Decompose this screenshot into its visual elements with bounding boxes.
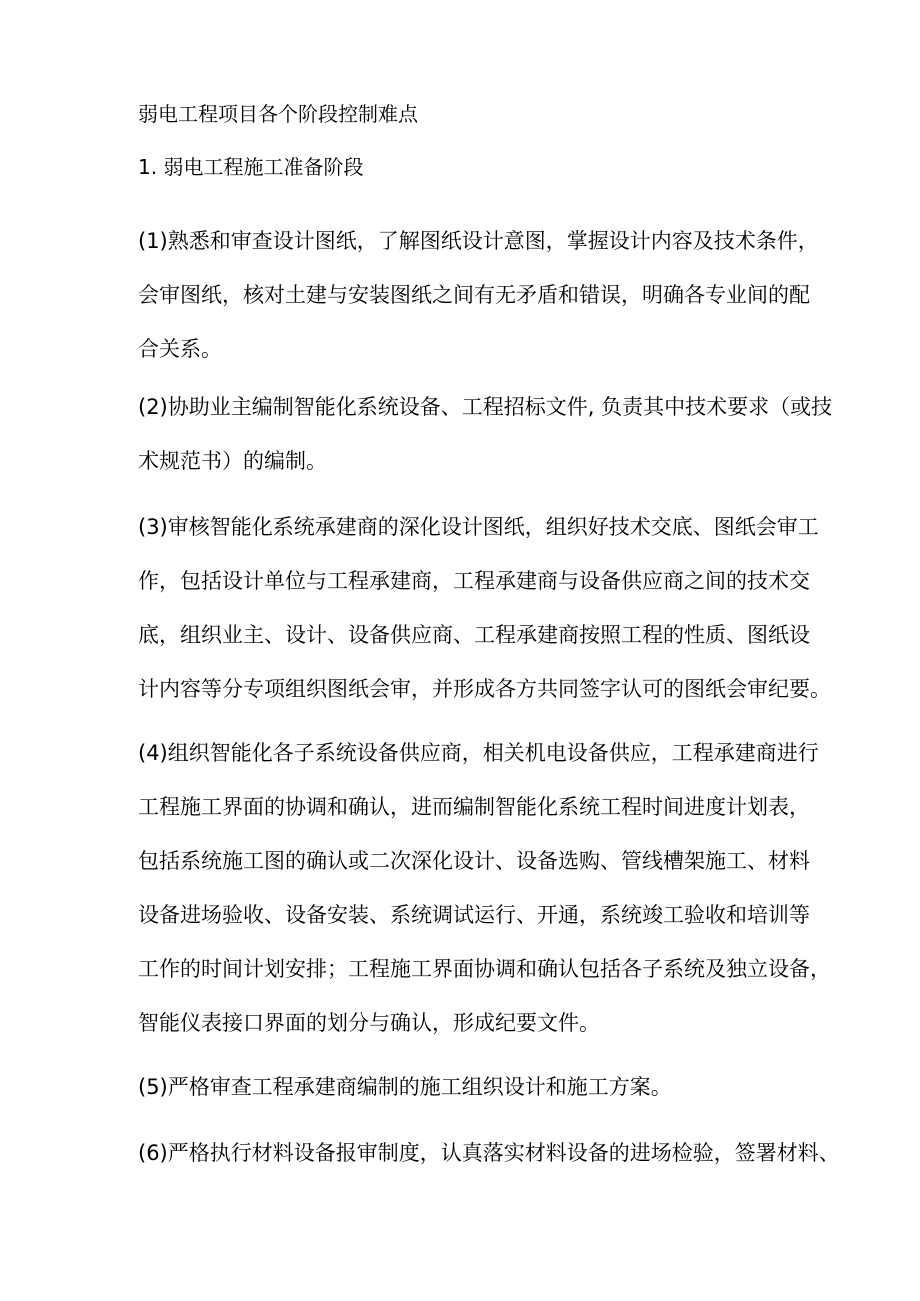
paragraph-line: 智能仪表接口界面的划分与确认，形成纪要文件。 — [138, 1011, 600, 1035]
paragraph-line: (6)严格执行材料设备报审制度，认真落实材料设备的进场检验，签署材料、 — [138, 1141, 840, 1165]
paragraph-line: (1)熟悉和审查设计图纸，了解图纸设计意图，掌握设计内容及技术条件， — [138, 229, 819, 253]
paragraph-line: 作，包括设计单位与工程承建商，工程承建商与设备供应商之间的技术交 — [138, 569, 810, 593]
paragraph-line: (4)组织智能化各子系统设备供应商，相关机电设备供应，工程承建商进行 — [138, 741, 819, 765]
paragraph-line: 会审图纸，核对土建与安装图纸之间有无矛盾和错误，明确各专业间的配 — [138, 283, 810, 307]
paragraph-line: 术规范书）的编制。 — [138, 449, 327, 473]
paragraph-line: (5)严格审查工程承建商编制的施工组织设计和施工方案。 — [138, 1075, 672, 1099]
paragraph-line: 计内容等分专项组织图纸会审，并形成各方共同签字认可的图纸会审纪要。 — [138, 677, 831, 701]
paragraph-line: 包括系统施工图的确认或二次深化设计、设备选购、管线槽架施工、材料 — [138, 849, 810, 873]
paragraph-line: 底，组织业主、设计、设备供应商、工程承建商按照工程的性质、图纸设 — [138, 623, 810, 647]
paragraph-line: 工作的时间计划安排；工程施工界面协调和确认包括各子系统及独立设备， — [138, 957, 831, 981]
paragraph-line: 设备进场验收、设备安装、系统调试运行、开通，系统竣工验收和培训等 — [138, 903, 810, 927]
document-title: 弱电工程项目各个阶段控制难点 — [138, 102, 418, 126]
paragraph-line: (3)审核智能化系统承建商的深化设计图纸，组织好技术交底、图纸会审工 — [138, 515, 819, 539]
paragraph-line: 工程施工界面的协调和确认，进而编制智能化系统工程时间进度计划表， — [138, 795, 810, 819]
section-heading: 1. 弱电工程施工准备阶段 — [138, 155, 364, 179]
paragraph-line: 合关系。 — [138, 337, 222, 361]
paragraph-line: (2)协助业主编制智能化系统设备、工程招标文件, 负责其中技术要求（或技 — [138, 395, 833, 419]
